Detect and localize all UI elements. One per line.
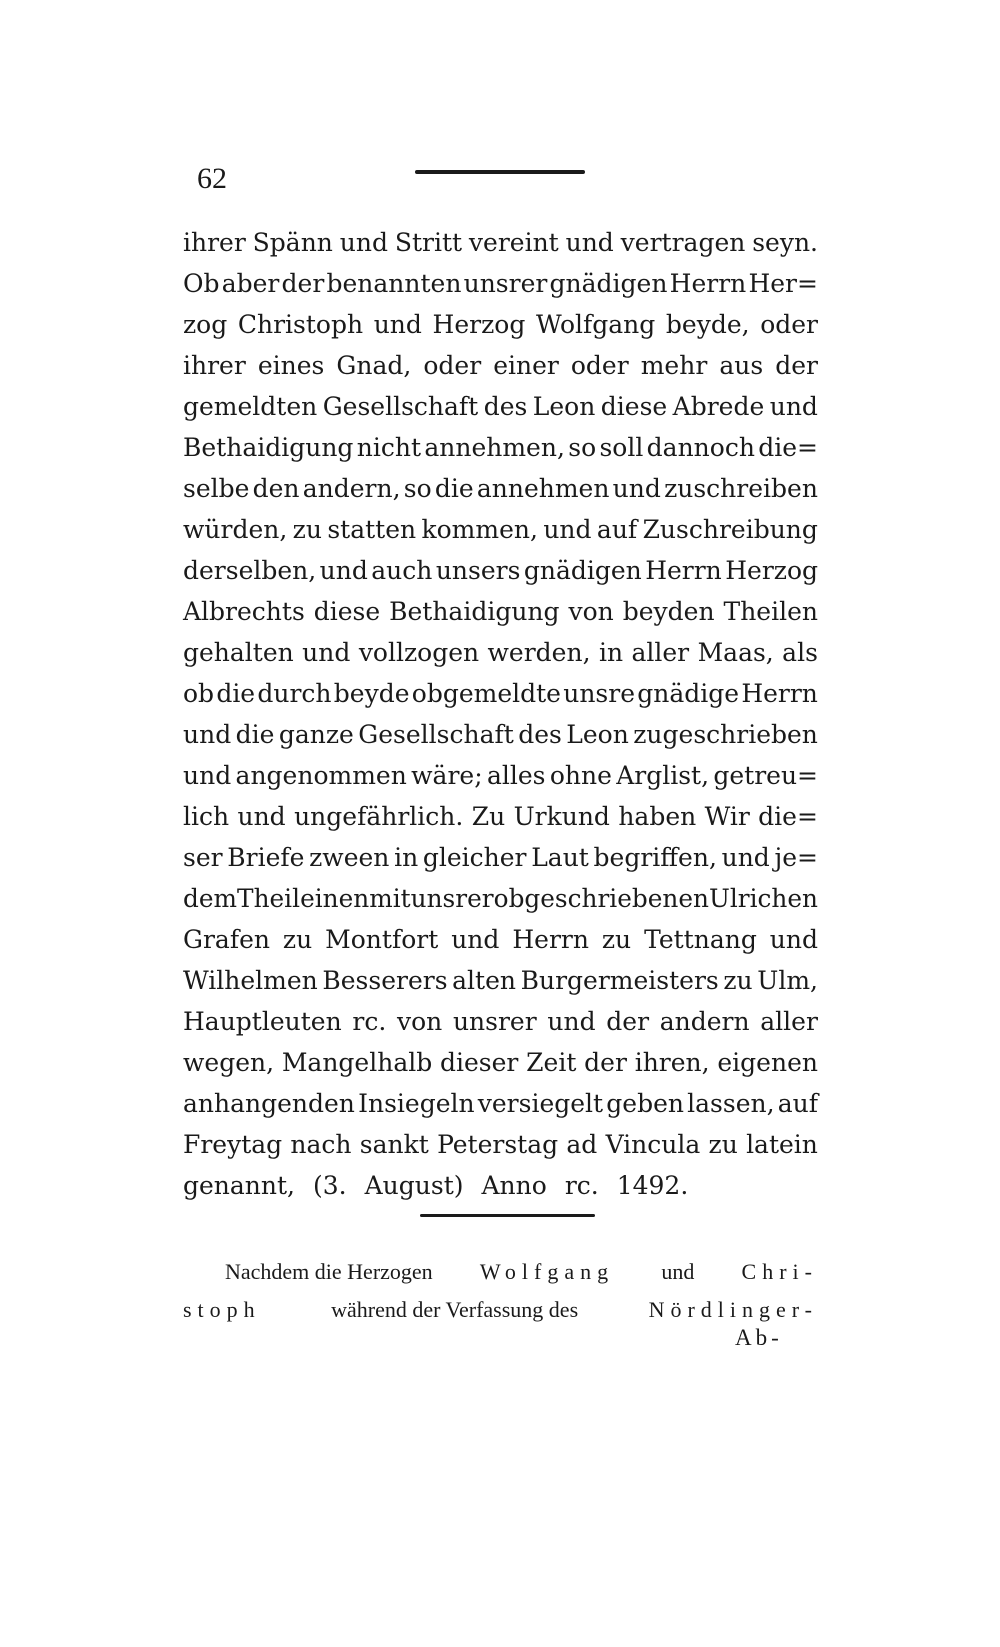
word: 1492. xyxy=(616,1171,689,1200)
word: rc. xyxy=(564,1171,599,1200)
header-rule xyxy=(415,170,585,174)
text-line xyxy=(183,222,818,263)
word: oder xyxy=(570,351,629,380)
word: rc. xyxy=(352,1007,387,1036)
text-line xyxy=(183,550,818,591)
word: wegen, xyxy=(183,1048,275,1077)
text-line xyxy=(183,1165,818,1206)
word: benannten xyxy=(326,269,462,298)
word: Tettnang xyxy=(644,925,757,954)
word: durch xyxy=(257,679,332,708)
word: Albrechts xyxy=(183,597,305,626)
text-line xyxy=(183,755,818,796)
continuation-line xyxy=(183,1253,818,1291)
word: gemeldten xyxy=(183,392,318,421)
word: Mangelhalb xyxy=(281,1048,433,1077)
word: Leon xyxy=(532,392,596,421)
word: Briefe xyxy=(227,843,305,872)
word: eines xyxy=(257,351,325,380)
word: angenommen xyxy=(235,761,407,790)
word: Theilen xyxy=(723,597,818,626)
word: aus xyxy=(719,351,764,380)
word: beyden xyxy=(622,597,715,626)
word: einer xyxy=(493,351,559,380)
word: aber xyxy=(221,269,280,298)
word: oder xyxy=(760,310,818,339)
word: lich xyxy=(183,802,230,831)
word: obgemeldte xyxy=(411,679,561,708)
word: vereint xyxy=(468,228,559,257)
word: Leon xyxy=(566,720,629,749)
word: ob xyxy=(183,679,215,708)
word: die xyxy=(216,679,256,708)
word: obgeschriebenen xyxy=(493,884,709,913)
word: und xyxy=(451,925,500,954)
word: Laut xyxy=(531,843,589,872)
word: lassen, xyxy=(687,1089,775,1118)
word: zu xyxy=(601,925,632,954)
word: Christoph xyxy=(237,310,364,339)
word: ihrer xyxy=(183,228,246,257)
word: Gesellschaft xyxy=(358,720,514,749)
word: nach xyxy=(290,1130,352,1159)
word: und xyxy=(302,638,351,667)
word: unsre xyxy=(563,679,635,708)
word: auch xyxy=(371,556,433,585)
text-line xyxy=(183,263,818,304)
word: Wilhelmen xyxy=(183,966,318,995)
word: und xyxy=(547,1007,596,1036)
word: die= xyxy=(758,433,818,462)
word: alten xyxy=(452,966,516,995)
word: anhangenden xyxy=(183,1089,355,1118)
text-line xyxy=(183,1124,818,1165)
page-number: 62 xyxy=(197,162,227,195)
word: Grafen xyxy=(183,925,270,954)
word: unsrer xyxy=(410,884,494,913)
word: eigenen xyxy=(717,1048,818,1077)
word: zu xyxy=(708,1130,738,1159)
word: diese xyxy=(600,392,668,421)
word: gnädige xyxy=(637,679,740,708)
word: Abrede xyxy=(672,392,765,421)
word: und xyxy=(319,556,368,585)
word: andern, xyxy=(302,474,401,503)
text-line xyxy=(183,427,818,468)
word: diese xyxy=(313,597,381,626)
word: latein xyxy=(746,1130,818,1159)
word: vollzogen xyxy=(358,638,480,667)
text-span: und xyxy=(661,1259,695,1284)
text-span: während der Verfassung des xyxy=(331,1297,579,1322)
word: zog xyxy=(183,310,228,339)
word: Bethaidigung xyxy=(183,433,354,462)
word: Hauptleuten xyxy=(183,1007,342,1036)
text-line xyxy=(183,714,818,755)
word: Ob xyxy=(183,269,220,298)
word: ihren, xyxy=(634,1048,710,1077)
word: werden, xyxy=(487,638,591,667)
word: Ulrichen xyxy=(709,884,818,913)
text-line xyxy=(183,509,818,550)
text-line xyxy=(183,1001,818,1042)
word: Peterstag xyxy=(437,1130,559,1159)
word: soll xyxy=(599,433,644,462)
word: Besserers xyxy=(322,966,448,995)
word: haben xyxy=(618,802,697,831)
word: Freytag xyxy=(183,1130,283,1159)
word: Gnad, xyxy=(336,351,412,380)
word: genannt, xyxy=(183,1171,295,1200)
text-line xyxy=(183,960,818,1001)
word: Herzog xyxy=(432,310,526,339)
word: unsers xyxy=(435,556,521,585)
word: und xyxy=(769,925,818,954)
word: und xyxy=(543,515,592,544)
word: dem xyxy=(183,884,237,913)
spaced-name: Nördlinger- xyxy=(648,1297,818,1322)
word: ihrer xyxy=(183,351,246,380)
word: Bethaidigung xyxy=(389,597,560,626)
spaced-name: Wolfgang xyxy=(479,1259,615,1284)
word: statten xyxy=(327,515,417,544)
word: August) xyxy=(364,1171,464,1200)
word: Spänn xyxy=(252,228,333,257)
word: Montfort xyxy=(325,925,439,954)
word: der xyxy=(281,269,325,298)
text-line xyxy=(183,304,818,345)
word: und xyxy=(565,228,614,257)
text-line xyxy=(183,1042,818,1083)
text-line xyxy=(183,1083,818,1124)
word: zu xyxy=(723,966,753,995)
word: kommen, xyxy=(421,515,538,544)
word: der xyxy=(584,1048,627,1077)
continuation-line xyxy=(183,1291,818,1329)
word: Anno xyxy=(481,1171,547,1200)
word: in xyxy=(598,638,624,667)
word: Urkund xyxy=(513,802,610,831)
text-line xyxy=(183,386,818,427)
word: derselben, xyxy=(183,556,317,585)
word: Stritt xyxy=(394,228,463,257)
word: Herrn xyxy=(741,679,818,708)
word: der xyxy=(606,1007,650,1036)
word: und xyxy=(183,761,232,790)
word: gnädigen xyxy=(523,556,642,585)
word: auf xyxy=(596,515,638,544)
word: Wolfgang xyxy=(535,310,656,339)
word: Herrn xyxy=(669,269,747,298)
word: sankt xyxy=(359,1130,429,1159)
word: Theil xyxy=(237,884,301,913)
word: in xyxy=(394,843,419,872)
word: dannoch xyxy=(646,433,755,462)
word: dieser xyxy=(440,1048,519,1077)
spaced-name: stoph xyxy=(183,1297,261,1322)
word: Zeit xyxy=(526,1048,577,1077)
word: ungefährlich. xyxy=(294,802,464,831)
word: gehalten xyxy=(183,638,294,667)
word: des xyxy=(483,392,528,421)
word: den xyxy=(252,474,300,503)
word: mehr xyxy=(640,351,708,380)
body-text xyxy=(183,222,818,1206)
word: geben xyxy=(606,1089,684,1118)
word: andern xyxy=(659,1007,750,1036)
word: mit xyxy=(369,884,411,913)
word: Wir xyxy=(704,802,750,831)
word: und xyxy=(373,310,422,339)
word: getreu= xyxy=(713,761,818,790)
word: aller xyxy=(760,1007,818,1036)
word: des xyxy=(518,720,562,749)
word: ad xyxy=(566,1130,598,1159)
word: die xyxy=(235,720,275,749)
word: Insiegeln xyxy=(358,1089,475,1118)
text-line xyxy=(183,345,818,386)
word: ser xyxy=(183,843,223,872)
catchword: Ab- xyxy=(735,1325,783,1350)
word: Arglist, xyxy=(616,761,710,790)
word: und xyxy=(721,843,770,872)
word: so xyxy=(568,433,597,462)
text-line xyxy=(183,796,818,837)
text-line xyxy=(183,591,818,632)
word: begriffen, xyxy=(593,843,717,872)
text-line xyxy=(183,878,818,919)
word: aller xyxy=(631,638,690,667)
word: alles xyxy=(486,761,546,790)
word: die= xyxy=(758,802,818,831)
text-line xyxy=(183,673,818,714)
word: die xyxy=(434,474,474,503)
word: unsrer xyxy=(463,269,548,298)
word: wäre; xyxy=(411,761,483,790)
word: annehmen, xyxy=(424,433,565,462)
word: als xyxy=(782,638,818,667)
word: seyn. xyxy=(752,228,818,257)
word: Herrn xyxy=(512,925,589,954)
word: von xyxy=(396,1007,443,1036)
word: gnädigen xyxy=(549,269,668,298)
word: zuschreiben xyxy=(664,474,818,503)
word: und xyxy=(183,720,232,749)
word: und xyxy=(339,228,388,257)
word: (3. xyxy=(313,1171,347,1200)
word: und xyxy=(237,802,286,831)
word: würden, xyxy=(183,515,288,544)
word: vertragen xyxy=(620,228,746,257)
word: Gesellschaft xyxy=(322,392,479,421)
word: Her= xyxy=(748,269,818,298)
text-span: Nachdem die Herzogen xyxy=(225,1259,433,1284)
word: der xyxy=(775,351,818,380)
continuation-paragraph xyxy=(183,1253,818,1329)
word: zween xyxy=(309,843,390,872)
spaced-name: Chri- xyxy=(741,1259,818,1284)
word: Vincula xyxy=(605,1130,701,1159)
text-line xyxy=(183,632,818,673)
word: ganze xyxy=(278,720,354,749)
word: ohne xyxy=(549,761,612,790)
word: gleicher xyxy=(422,843,527,872)
word: so xyxy=(403,474,432,503)
word: Herrn xyxy=(645,556,722,585)
word: zugeschrieben xyxy=(633,720,818,749)
word: versiegelt xyxy=(477,1089,604,1118)
word: einen xyxy=(300,884,370,913)
text-line xyxy=(183,468,818,509)
word: oder xyxy=(423,351,482,380)
word: und xyxy=(769,392,818,421)
word: Burgermeisters xyxy=(520,966,719,995)
word: beyde, xyxy=(665,310,750,339)
word: nicht xyxy=(356,433,422,462)
word: beyde xyxy=(333,679,410,708)
word: Maas, xyxy=(697,638,774,667)
text-line xyxy=(183,919,818,960)
text-line xyxy=(183,837,818,878)
word: von xyxy=(568,597,614,626)
word: zu xyxy=(282,925,313,954)
word: Herzog xyxy=(725,556,818,585)
word: Ulm, xyxy=(757,966,818,995)
word: zu xyxy=(292,515,322,544)
word: und xyxy=(612,474,661,503)
word: unsrer xyxy=(452,1007,537,1036)
word: auf xyxy=(777,1089,818,1118)
word: selbe xyxy=(183,474,250,503)
word: annehmen xyxy=(476,474,610,503)
word: je= xyxy=(774,843,818,872)
word: Zu xyxy=(471,802,506,831)
section-rule xyxy=(420,1214,595,1217)
word: Zuschreibung xyxy=(642,515,818,544)
